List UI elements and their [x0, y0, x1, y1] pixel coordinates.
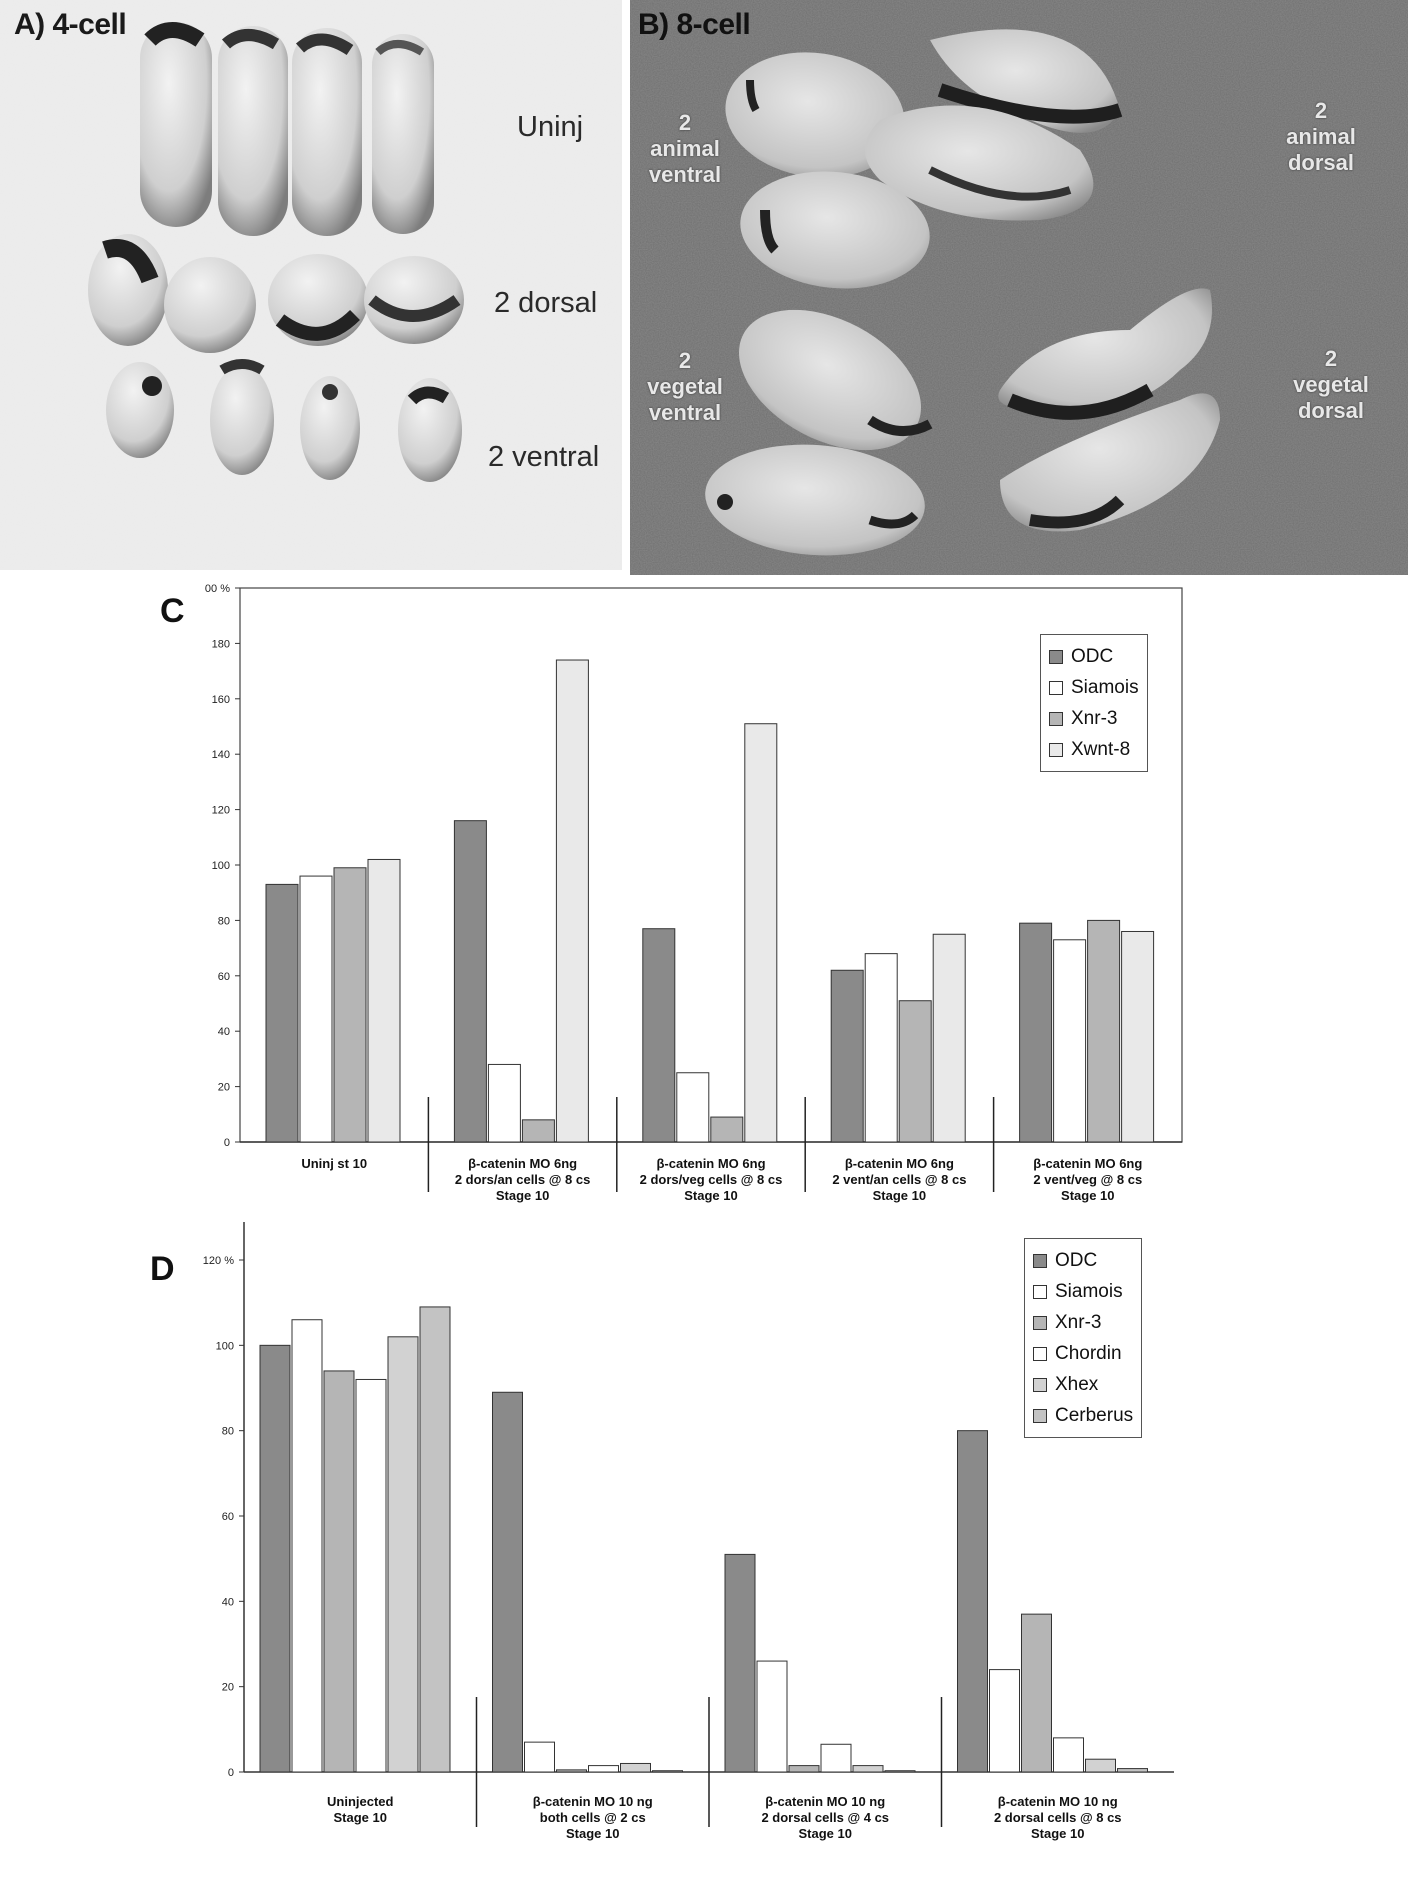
- uninj-embryos: [140, 22, 434, 236]
- bar-odc: [958, 1431, 988, 1772]
- legend-swatch: [1033, 1347, 1047, 1361]
- label-line: animal: [1286, 124, 1356, 149]
- bar-odc: [1020, 923, 1052, 1142]
- bar-cerberus: [885, 1771, 915, 1772]
- y-tick-label: 160: [211, 693, 230, 706]
- x-category-label: [963, 1794, 1153, 1842]
- x-category-label-line: 2 dors/an cells @ 8 cs: [454, 1172, 591, 1187]
- bar-siamois: [865, 954, 897, 1142]
- panel-b-title: B) 8-cell: [638, 8, 751, 41]
- bar-xhex: [621, 1763, 651, 1772]
- panel-a-embryos: [0, 0, 622, 570]
- label-line: dorsal: [1287, 150, 1355, 175]
- legend-item-xnr-3: [1049, 703, 1139, 734]
- chart-c-plot: [0, 578, 1408, 1218]
- legend-item-xhex: [1033, 1369, 1133, 1400]
- panel-a-image: [0, 0, 622, 570]
- x-category-label-line: 2 dors/veg cells @ 8 cs: [639, 1172, 783, 1187]
- legend-label: Xwnt-8: [1071, 738, 1131, 760]
- bar-chordin: [1054, 1738, 1084, 1772]
- bar-xhex: [388, 1337, 418, 1772]
- label-line: 2: [1324, 346, 1338, 371]
- bar-xhex: [1086, 1759, 1116, 1772]
- label-line: vegetal: [647, 374, 723, 399]
- y-tick-label: 00 %: [204, 583, 230, 595]
- label-line: ventral: [648, 400, 722, 425]
- y-tick-label: 20: [221, 1681, 234, 1694]
- legend-swatch: [1033, 1254, 1047, 1268]
- x-category-label-line: β-catenin MO 10 ng: [765, 1794, 886, 1809]
- bar-xnr-3: [789, 1766, 819, 1772]
- bar-odc: [725, 1554, 755, 1772]
- panel-b-image: [630, 0, 1408, 575]
- x-category-label-line: Stage 10: [1031, 1826, 1085, 1841]
- bar-odc: [831, 970, 863, 1142]
- bar-siamois: [292, 1320, 322, 1772]
- bar-odc: [493, 1392, 523, 1772]
- x-category-label: [239, 1156, 429, 1172]
- bar-odc: [260, 1345, 290, 1772]
- bar-xnr-3: [711, 1117, 743, 1142]
- x-category-label-line: β-catenin MO 6ng: [656, 1156, 766, 1171]
- x-category-label-line: Stage 10: [333, 1810, 387, 1825]
- label-vegetal-dorsal: [1266, 346, 1396, 424]
- bar-xnr-3: [1088, 920, 1120, 1142]
- bar-chordin: [821, 1744, 851, 1772]
- legend-label: ODC: [1071, 645, 1114, 667]
- x-category-label: [498, 1794, 688, 1842]
- x-category-label: [428, 1156, 618, 1204]
- bar-odc: [266, 884, 298, 1142]
- row-label-2-dorsal: 2 dorsal: [494, 287, 598, 319]
- bar-xnr-3: [557, 1770, 587, 1772]
- legend-label: Siamois: [1055, 1280, 1123, 1302]
- y-tick-label: 120: [211, 804, 230, 817]
- legend-item-xnr-3: [1033, 1307, 1133, 1338]
- legend-swatch: [1033, 1378, 1047, 1392]
- bar-cerberus: [653, 1771, 683, 1772]
- x-category-label-line: β-catenin MO 10 ng: [532, 1794, 653, 1809]
- panel-b-embryos: [630, 0, 1408, 575]
- y-tick-label: 40: [217, 1026, 230, 1039]
- x-category-label-line: both cells @ 2 cs: [539, 1810, 646, 1825]
- panel-a-title: A) 4-cell: [14, 8, 127, 41]
- x-category-label-line: Uninj st 10: [301, 1156, 368, 1171]
- x-category-label-line: β-catenin MO 6ng: [1033, 1156, 1143, 1171]
- bar-siamois: [1054, 940, 1086, 1142]
- legend-swatch: [1049, 681, 1063, 695]
- legend-item-siamois: [1033, 1276, 1133, 1307]
- legend-label: Cerberus: [1055, 1404, 1134, 1426]
- legend-item-odc: [1049, 641, 1139, 672]
- x-category-label-line: Stage 10: [798, 1826, 852, 1841]
- bar-xwnt-8: [933, 934, 965, 1142]
- bar-xwnt-8: [745, 724, 777, 1142]
- legend-label: Chordin: [1055, 1342, 1122, 1364]
- bar-xwnt-8: [1122, 931, 1154, 1142]
- y-tick-label: 140: [211, 749, 230, 762]
- x-category-label-line: β-catenin MO 6ng: [468, 1156, 578, 1171]
- y-tick-label: 40: [221, 1596, 234, 1609]
- y-tick-label: 60: [217, 970, 230, 983]
- chart-d: [0, 1222, 1408, 1882]
- x-category-label-line: Stage 10: [1061, 1188, 1115, 1203]
- bar-odc: [454, 821, 486, 1142]
- bar-xnr-3: [522, 1120, 554, 1142]
- legend-label: ODC: [1055, 1249, 1098, 1271]
- label-line: dorsal: [1297, 398, 1365, 423]
- x-category-label-line: Stage 10: [495, 1188, 550, 1203]
- x-category-label-line: 2 dorsal cells @ 4 cs: [761, 1810, 890, 1825]
- y-tick-label: 0: [223, 1137, 230, 1149]
- bar-xnr-3: [334, 868, 366, 1142]
- bar-chordin: [356, 1379, 386, 1772]
- chart-c-letter: C: [160, 592, 185, 630]
- legend-label: Xhex: [1055, 1373, 1099, 1395]
- label-animal-dorsal: [1256, 98, 1386, 176]
- chart-d-letter: D: [150, 1250, 175, 1288]
- legend-label: Siamois: [1071, 676, 1139, 698]
- legend-item-cerberus: [1033, 1400, 1133, 1431]
- x-category-label-line: Uninjected: [327, 1794, 394, 1809]
- bar-chordin: [589, 1766, 619, 1772]
- label-line: ventral: [648, 162, 722, 187]
- x-category-label-line: Stage 10: [566, 1826, 620, 1841]
- bar-xnr-3: [324, 1371, 354, 1772]
- x-category-label-line: Stage 10: [684, 1188, 738, 1203]
- x-category-label-line: Stage 10: [872, 1188, 927, 1203]
- bar-siamois: [677, 1073, 709, 1142]
- label-animal-ventral: [630, 110, 750, 188]
- label-line: vegetal: [1293, 372, 1369, 397]
- x-category-label-line: β-catenin MO 6ng: [844, 1156, 954, 1171]
- label-line: 2: [1314, 98, 1328, 123]
- y-tick-label: 180: [211, 638, 230, 651]
- y-tick-label: 60: [221, 1511, 234, 1523]
- bar-xhex: [853, 1766, 883, 1772]
- y-tick-label: 20: [217, 1081, 230, 1094]
- bar-cerberus: [420, 1307, 450, 1772]
- label-line: animal: [650, 136, 720, 161]
- legend-label: Xnr-3: [1055, 1311, 1102, 1333]
- x-category-label-line: 2 dorsal cells @ 8 cs: [993, 1810, 1122, 1825]
- chart-c: [0, 578, 1408, 1218]
- label-vegetal-ventral: [630, 348, 750, 426]
- y-tick-label: 100: [215, 1340, 234, 1353]
- x-category-label-line: 2 vent/an cells @ 8 cs: [832, 1172, 967, 1187]
- bar-xwnt-8: [556, 660, 588, 1142]
- legend-swatch: [1033, 1285, 1047, 1299]
- legend-swatch: [1049, 650, 1063, 664]
- x-category-label: [730, 1794, 920, 1842]
- legend-item-chordin: [1033, 1338, 1133, 1369]
- legend-swatch: [1033, 1316, 1047, 1330]
- bar-siamois: [990, 1670, 1020, 1772]
- chart-d-plot: [0, 1222, 1408, 1882]
- chart-d-legend: [1024, 1238, 1142, 1438]
- bar-siamois: [757, 1661, 787, 1772]
- x-category-label: [804, 1156, 994, 1204]
- bar-siamois: [300, 876, 332, 1142]
- legend-swatch: [1033, 1409, 1047, 1423]
- legend-item-siamois: [1049, 672, 1139, 703]
- bar-cerberus: [1118, 1769, 1148, 1772]
- x-category-label: [993, 1156, 1183, 1204]
- y-tick-label: 80: [217, 915, 230, 928]
- bar-odc: [643, 929, 675, 1142]
- x-category-label: [616, 1156, 806, 1204]
- bar-xnr-3: [1022, 1614, 1052, 1772]
- legend-item-odc: [1033, 1245, 1133, 1276]
- bar-xwnt-8: [368, 859, 400, 1142]
- legend-swatch: [1049, 743, 1063, 757]
- legend-item-xwnt-8: [1049, 734, 1139, 765]
- legend-swatch: [1049, 712, 1063, 726]
- x-category-label-line: β-catenin MO 10 ng: [997, 1794, 1118, 1809]
- legend-label: Xnr-3: [1071, 707, 1118, 729]
- chart-c-legend: [1040, 634, 1148, 772]
- label-line: 2: [678, 348, 692, 373]
- x-category-label-line: 2 vent/veg @ 8 cs: [1033, 1172, 1143, 1187]
- bar-xnr-3: [899, 1001, 931, 1142]
- row-label-uninj: Uninj: [517, 111, 584, 143]
- y-tick-label: 80: [221, 1425, 234, 1438]
- bar-siamois: [525, 1742, 555, 1772]
- y-tick-label: 100: [211, 860, 230, 872]
- bar-siamois: [488, 1064, 520, 1142]
- row-label-2-ventral: 2 ventral: [488, 441, 600, 473]
- x-category-label: [265, 1794, 455, 1826]
- y-tick-label: 0: [227, 1767, 234, 1779]
- label-line: 2: [678, 110, 692, 135]
- y-tick-label: 120 %: [202, 1255, 234, 1267]
